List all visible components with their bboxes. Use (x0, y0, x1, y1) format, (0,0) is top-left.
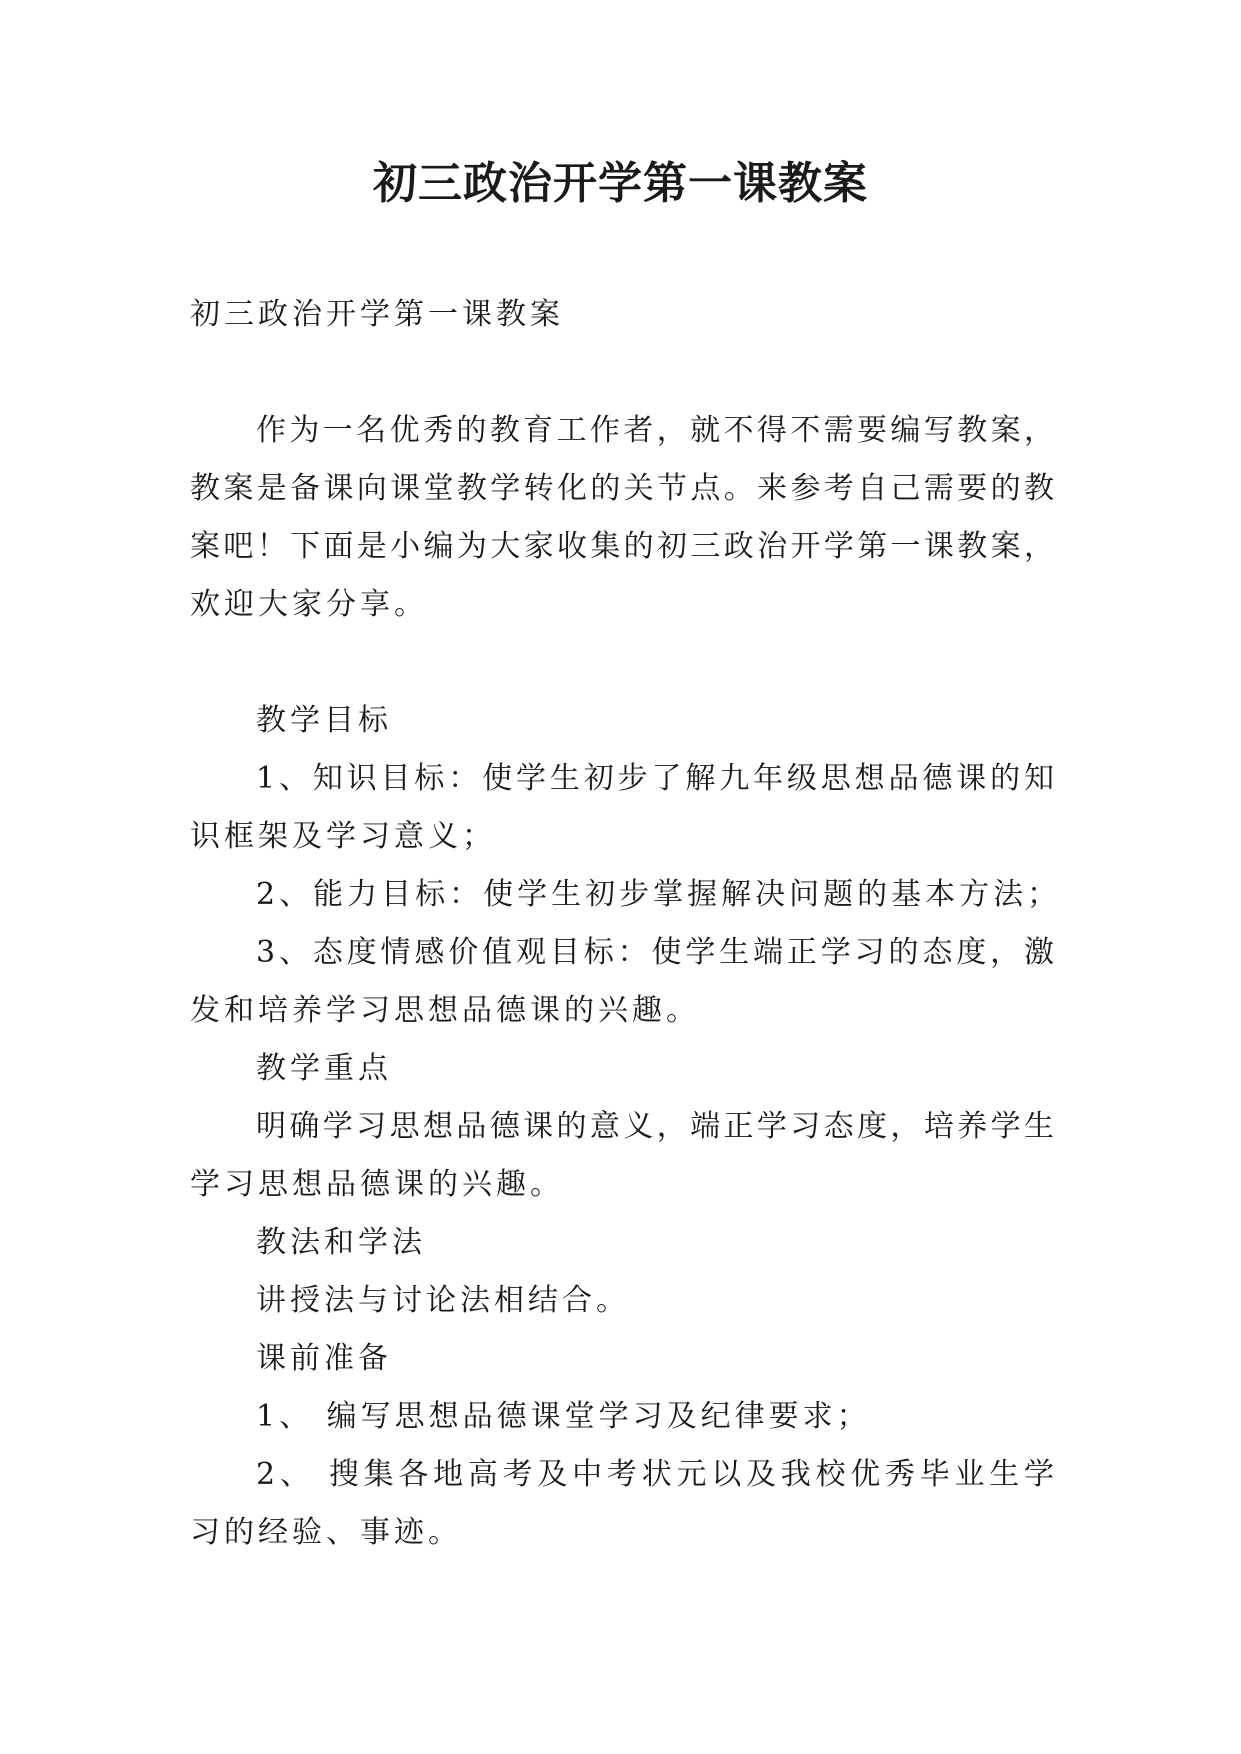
spacer (190, 344, 1054, 402)
goal-1-line: 1、知识目标：使学生初步了解九年级思想品德课的知 (256, 761, 1054, 796)
intro-line: 欢迎大家分享。 (190, 587, 428, 622)
prep-2-line: 习的经验、事迹。 (190, 1515, 462, 1550)
intro-line: 教案是备课向课堂教学转化的关节点。来参考自己需要的教 (190, 471, 1054, 506)
goal-2-line: 2、能力目标：使学生初步掌握解决问题的基本方法； (256, 877, 1062, 912)
goals-heading: 教学目标 (256, 703, 392, 738)
goal-3-line: 3、态度情感价值观目标：使学生端正学习的态度，激 (256, 935, 1054, 970)
prep-heading: 课前准备 (256, 1341, 392, 1376)
spacer (190, 634, 1054, 692)
goal-1-line: 识框架及学习意义； (190, 819, 496, 854)
document-body (190, 286, 1062, 1562)
focus-heading: 教学重点 (256, 1051, 392, 1086)
goal-3-line: 发和培养学习思想品德课的兴趣。 (190, 993, 700, 1028)
focus-line: 明确学习思想品德课的意义，端正学习态度，培养学生 (256, 1109, 1054, 1144)
intro-line: 案吧！下面是小编为大家收集的初三政治开学第一课教案， (190, 529, 1054, 564)
method-heading: 教法和学法 (256, 1225, 426, 1260)
prep-2-line: 2、 搜集各地高考及中考状元以及我校优秀毕业生学 (256, 1457, 1054, 1492)
subtitle: 初三政治开学第一课教案 (190, 297, 564, 332)
prep-1-line: 1、 编写思想品德课堂学习及纪律要求； (256, 1399, 871, 1434)
method-line: 讲授法与讨论法相结合。 (256, 1283, 630, 1318)
focus-line: 学习思想品德课的兴趣。 (190, 1167, 564, 1202)
intro-line: 作为一名优秀的教育工作者，就不得不需要编写教案， (256, 413, 1054, 448)
document-title: 初三政治开学第一课教案 (373, 158, 868, 209)
